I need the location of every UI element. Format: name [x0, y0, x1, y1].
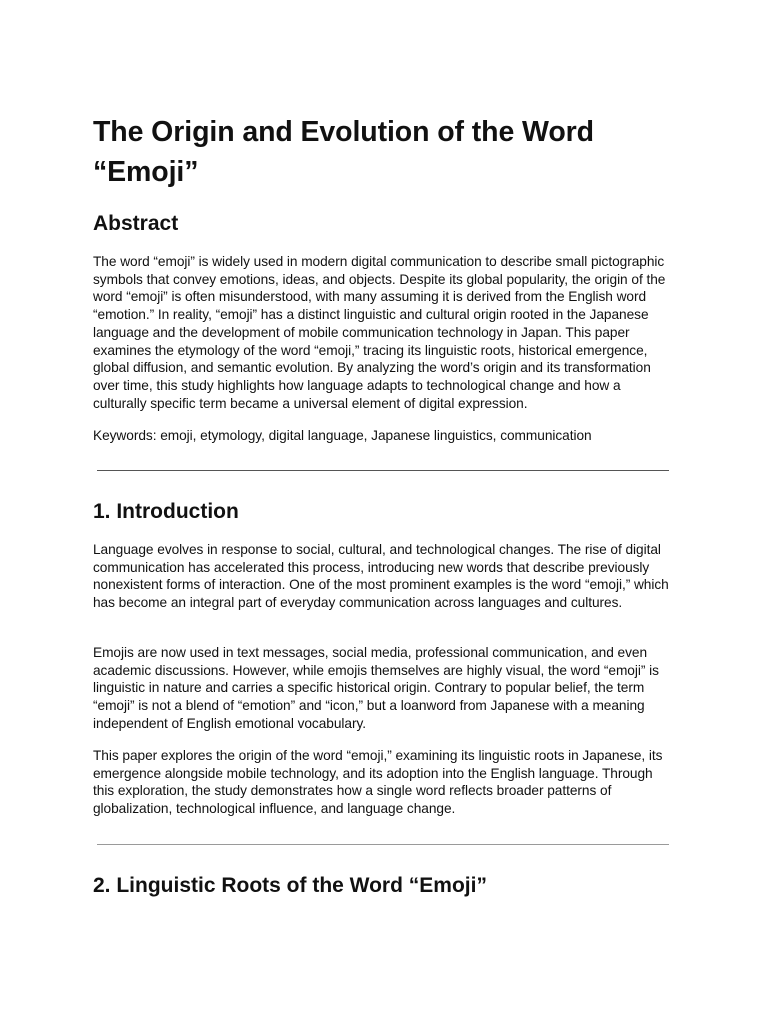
abstract-body: The word “emoji” is widely used in modern digital communication to describe small pictographic symbols that convey emotions, ideas, and objects. Despite its global popularity, the origin of the word “emoji” is often misunderstood, with many assuming it is derived from the English word “emotion.” In reality, “emoji” has a distinct linguistic and cultural origin rooted in the Japanese language and the development of mobile communication technology in Japan. This paper examines the etymology of the word “emoji,” tracing its linguistic roots, historical emergence, global diffusion, and semantic evolution. By analyzing the word’s origin and its transformation over time, this study highlights how language adapts to technological change and how a culturally specific term became a universal element of digital expression. — [93, 254, 666, 411]
introduction-paragraph-2: Emojis are now used in text messages, social media, professional communication, and even academic discussions. However, while emojis themselves are highly visual, the word “emoji” is linguistic in nature and carries a specific historical origin. Contrary to popular belief, the term “emoji” is not a blend of “emotion” and “icon,” but a loanword from Japanese with a meaning independent of English emotional vocabulary. — [93, 645, 659, 731]
document-title: The Origin and Evolution of the Word “Emoji” — [93, 116, 594, 188]
keywords-line: Keywords: emoji, etymology, digital language, Japanese linguistics, communication — [93, 428, 592, 443]
section-2-heading: 2. Linguistic Roots of the Word “Emoji” — [93, 874, 487, 897]
abstract-heading: Abstract — [93, 212, 179, 235]
introduction-paragraph-1: Language evolves in response to social, cultural, and technological changes. The rise of digital communication has accelerated this process, introducing new words that describe previously nonexistent forms of interaction. One of the most prominent examples is the word “emoji,” which has become an integral part of everyday communication across languages and cultures. — [93, 542, 669, 611]
section-divider — [97, 844, 669, 845]
introduction-paragraph-3: This paper explores the origin of the word “emoji,” examining its linguistic roots in Japanese, its emergence alongside mobile technology, and its adoption into the English language. Through this exploration, the study demonstrates how a single word reflects broader patterns of globalization, technological influence, and language change. — [93, 748, 663, 817]
section-divider — [97, 470, 669, 471]
introduction-heading: 1. Introduction — [93, 500, 239, 523]
